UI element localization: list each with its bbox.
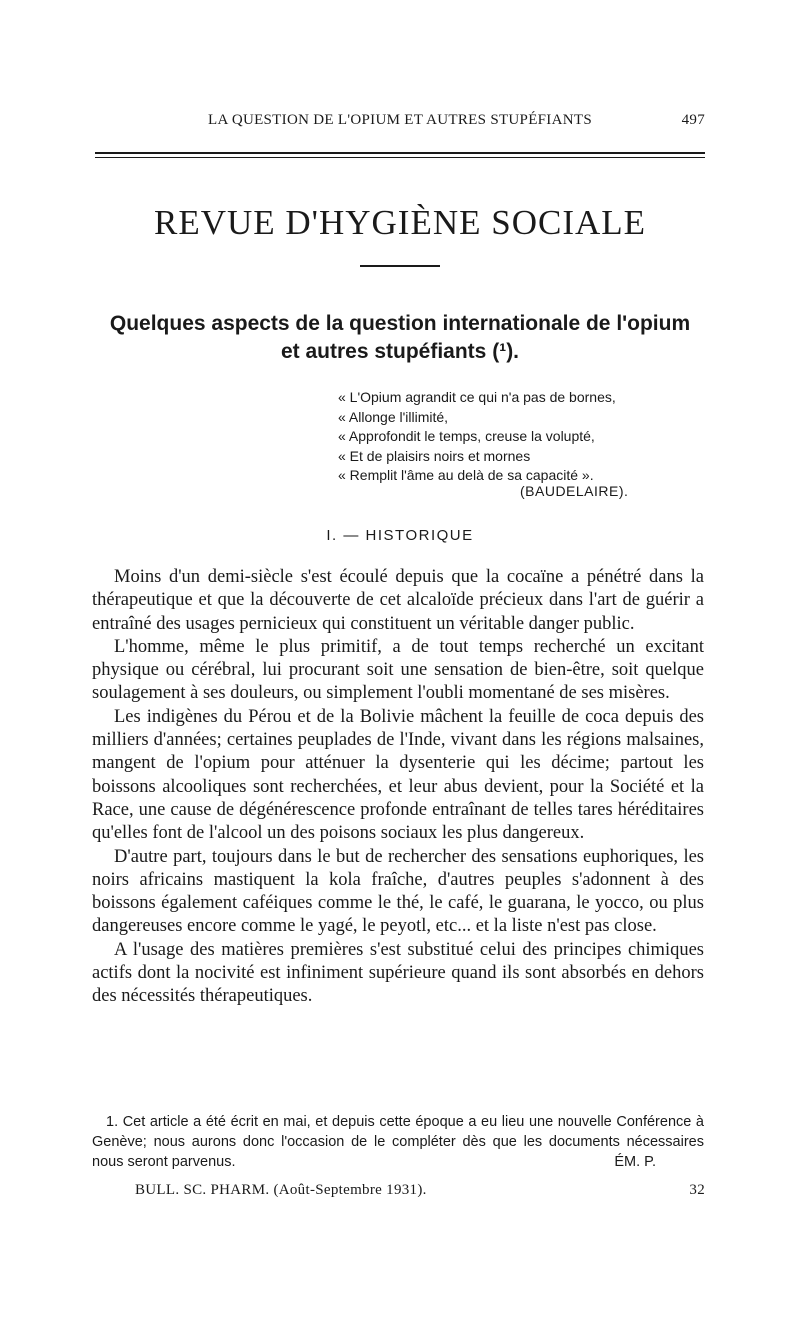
footnote-signature: ÉM. P. [614, 1154, 656, 1170]
article-title-line-2-text: et autres stupéfiants [280, 340, 487, 363]
page-footer [135, 1182, 705, 1199]
footnote-ref: (¹). [492, 340, 520, 363]
footnote-text: 1. Cet article a été écrit en mai, et depuis cette époque a eu lieu une nouvelle Conférence à Genève; nous aurons donc l'occasion de le compléter dès que les documents nécessaires nous seront parvenus. [92, 1114, 704, 1170]
header-rule-thin [95, 157, 705, 158]
epigraph-line: « Et de plaisirs noirs et mornes [338, 447, 531, 464]
running-header [95, 112, 705, 129]
journal-citation: BULL. SC. PHARM. (Août-Septembre 1931). [135, 1182, 427, 1198]
epigraph-line: « Approfondit le temps, creuse la volupté, [338, 428, 595, 444]
page-number: 497 [681, 112, 705, 128]
title-divider [360, 265, 440, 267]
section-heading: I. — HISTORIQUE [326, 527, 474, 544]
paragraph: Moins d'un demi-siècle s'est écoulé depuis que la cocaïne a pénétré dans la thérapeutique et que la découverte de cet alcaloïde précieux dans l'art de guérir a entraîné des usages pernicieux qui constituent un véritable danger public. [92, 567, 704, 634]
article-title-line-2 [0, 338, 800, 366]
running-title: LA QUESTION DE L'OPIUM ET AUTRES STUPÉFIANTS [208, 112, 592, 128]
epigraph-line: « Remplit l'âme au delà de sa capacité ». [338, 467, 594, 483]
paragraph: L'homme, même le plus primitif, a de tout temps recherché un excitant physique ou cérébral, lui procurant soit une sensation de bien-être, soit quelque soulagement à ses douleurs, ou simplement l'oubli momentané de ses misères. [92, 636, 704, 704]
epigraph [338, 388, 616, 486]
paragraph: A l'usage des matières premières s'est substitué celui des principes chimiques actifs dont la nocivité est infiniment supérieure quand ils sont absorbés en dehors des nécessités thérapeutiques. [92, 939, 704, 1007]
epigraph-line: « Allonge l'illimité, [338, 408, 449, 425]
epigraph-line: « L'Opium agrandit ce qui n'a pas de bornes, [338, 389, 616, 405]
footnote [92, 1112, 704, 1172]
article-body [92, 566, 704, 1009]
article-title-line-1: Quelques aspects de la question internationale de l'opium [109, 312, 691, 335]
article-title [0, 310, 800, 366]
paragraph: Les indigènes du Pérou et de la Bolivie mâchent la feuille de coca depuis des milliers d'années; certaines peuplades de l'Inde, vivant dans les régions malsaines, mangent de l'opium pour atténuer la dysenterie qui les décime; partout les boissons alcooliques sont recherchées, et leur abus devient, pour la Société et la Race, une cause de dégénérescence profonde entraînant de telles tares héréditaires qu'elles font de l'alcool un des poisons sociaux les plus dangereux. [92, 706, 704, 844]
paragraph: D'autre part, toujours dans le but de rechercher des sensations euphoriques, les noirs africains mastiquent la kola fraîche, d'autres peuples s'adonnent à des boissons également caféiques comme le thé, le café, le guarana, le yocco, ou plus dangereuses encore comme le yagé, le peyotl, etc... et la liste n'est pas close. [92, 846, 704, 937]
header-rule-thick [95, 152, 705, 154]
epigraph-attribution: (BAUDELAIRE). [520, 483, 629, 499]
section-title: REVUE D'HYGIÈNE SOCIALE [153, 203, 647, 242]
signature-mark: 32 [689, 1182, 705, 1198]
